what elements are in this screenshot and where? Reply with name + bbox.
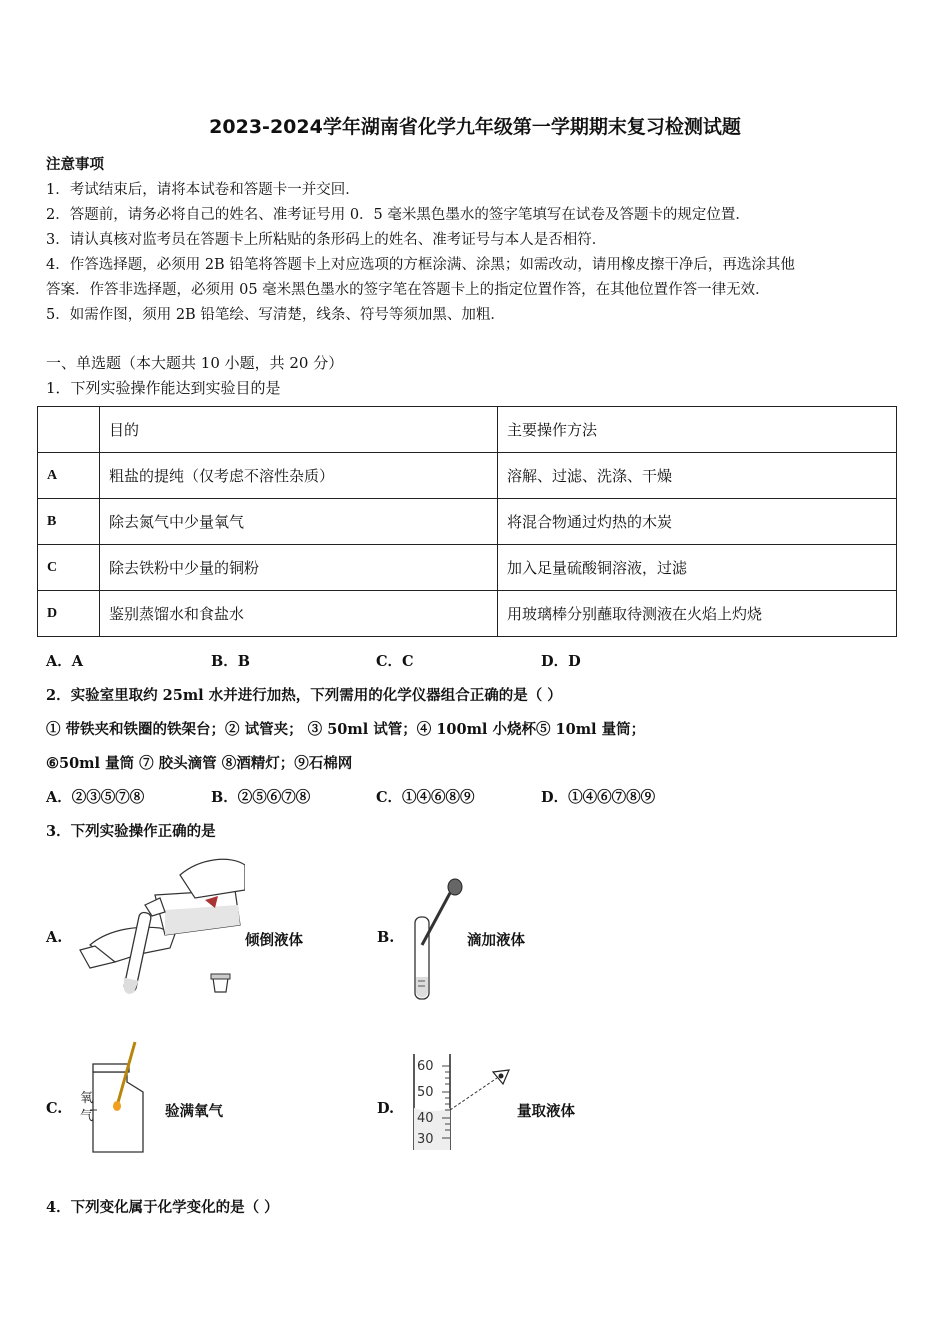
q3-option-d-label: 量取液体: [517, 1103, 575, 1120]
q3-option-d-letter: D.: [377, 1100, 395, 1117]
q2-option-c: C．①④⑥⑧⑨: [376, 789, 475, 806]
cylinder-tick-label: 50: [417, 1085, 434, 1100]
table-header-row: [38, 407, 897, 453]
notice-item: 答案．作答非选择题，必须用 05 毫米黑色墨水的签字笔在答题卡上的指定位置作答，在其他位置作答一律无效．: [46, 282, 770, 298]
table-cell: A: [38, 453, 100, 499]
table-cell: 将混合物通过灼热的木炭: [498, 499, 897, 545]
cylinder-tick-label: 30: [417, 1132, 434, 1147]
table-cell: C: [38, 545, 100, 591]
question-2-stem: 2．实验室里取约 25ml 水并进行加热，下列需用的化学仪器组合正确的是（ ）: [46, 687, 562, 704]
q3-option-a-letter: A.: [46, 929, 63, 946]
oxygen-test-illustration: [75, 1040, 165, 1160]
q3-option-c-letter: C.: [46, 1100, 63, 1117]
notice-item: 3．请认真核对监考员在答题卡上所粘贴的条形码上的姓名、准考证号与本人是否相符．: [46, 232, 607, 248]
q3-option-b-label: 滴加液体: [467, 932, 525, 949]
table-cell: 除去氮气中少量氧气: [100, 499, 498, 545]
table-cell: D: [38, 591, 100, 637]
table-row: [38, 591, 897, 637]
question-1-stem: 1．下列实验操作能达到实验目的是: [46, 379, 281, 397]
section-heading: 一、单选题（本大题共 10 小题，共 20 分）: [46, 354, 344, 372]
table-row: [38, 499, 897, 545]
question-2-list-line: ⑥50ml 量筒 ⑦ 胶头滴管 ⑧酒精灯；⑨石棉网: [46, 755, 353, 772]
table-row: [38, 453, 897, 499]
table-row: [38, 545, 897, 591]
q3-option-b-letter: B.: [377, 929, 395, 946]
table-cell: 粗盐的提纯（仅考虑不溶性杂质）: [100, 453, 498, 499]
page-title: 2023-2024学年湖南省化学九年级第一学期期末复习检测试题: [209, 116, 741, 138]
table-cell: 用玻璃棒分别蘸取待测液在火焰上灼烧: [498, 591, 897, 637]
table-header-cell: 目的: [100, 407, 498, 453]
q1-option-d: D．D: [541, 653, 581, 670]
q1-option-c: C．C: [376, 653, 414, 670]
q3-option-a-label: 倾倒液体: [245, 932, 303, 949]
table-header-cell: 主要操作方法: [498, 407, 897, 453]
q1-option-a: A．A: [46, 653, 84, 670]
table-cell: 除去铁粉中少量的铜粉: [100, 545, 498, 591]
q2-option-d: D．①④⑥⑦⑧⑨: [541, 789, 656, 806]
cylinder-tick-label: 60: [417, 1059, 434, 1074]
notice-item: 1．考试结束后，请将本试卷和答题卡一并交回．: [46, 182, 360, 198]
table-cell: 鉴别蒸馏水和食盐水: [100, 591, 498, 637]
oxygen-label-char: 气: [80, 1109, 94, 1124]
table-cell: [38, 407, 100, 453]
q2-option-a: A．②③⑤⑦⑧: [46, 789, 145, 806]
oxygen-label-char: 氧: [80, 1091, 94, 1106]
q2-option-b: B．②⑤⑥⑦⑧: [211, 789, 311, 806]
question-2-list-line: ① 带铁夹和铁圈的铁架台；② 试管夹； ③ 50ml 试管；④ 100ml 小烧杯⑤ 10ml 量筒；: [46, 721, 646, 738]
q3-option-c-label: 验满氧气: [165, 1103, 223, 1120]
question-1-table: [37, 406, 897, 637]
q1-option-b: B．B: [211, 653, 251, 670]
table-cell: B: [38, 499, 100, 545]
pouring-liquid-illustration: [70, 850, 245, 1000]
notice-heading: 注意事项: [46, 156, 104, 173]
notice-item: 4．作答选择题，必须用 2B 铅笔将答题卡上对应选项的方框涂满、涂黑；如需改动，请用橡皮擦干净后，再选涂其他: [46, 257, 795, 273]
question-4-stem: 4．下列变化属于化学变化的是（ ）: [46, 1199, 279, 1216]
table-cell: 溶解、过滤、洗涤、干燥: [498, 453, 897, 499]
measuring-liquid-illustration: [405, 1050, 520, 1155]
cylinder-tick-label: 40: [417, 1111, 434, 1126]
notice-item: 5．如需作图，须用 2B 铅笔绘、写清楚，线条、符号等须加黑、加粗．: [46, 307, 505, 323]
dropping-liquid-illustration: [405, 875, 475, 1005]
table-cell: 加入足量硫酸铜溶液，过滤: [498, 545, 897, 591]
notice-item: 2．答题前，请务必将自己的姓名、准考证号用 0．5 毫米黑色墨水的签字笔填写在试卷及答题卡的规定位置．: [46, 207, 750, 223]
question-3-stem: 3．下列实验操作正确的是: [46, 823, 216, 840]
